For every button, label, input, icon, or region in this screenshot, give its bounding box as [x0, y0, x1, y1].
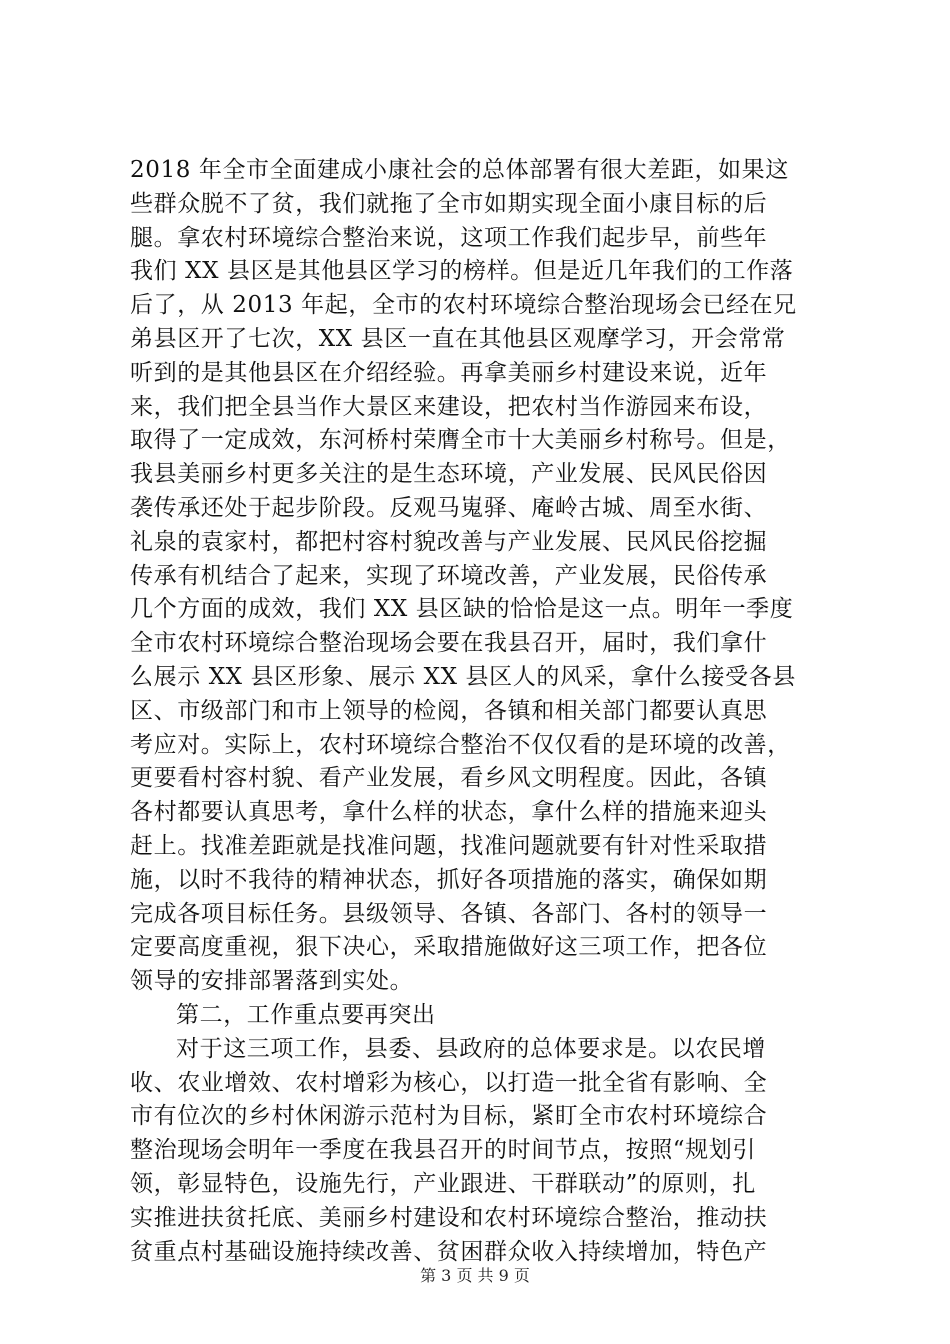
body-line: 完成各项目标任务。县级领导、各镇、各部门、各村的领导一 — [130, 900, 768, 927]
body-line: 腿。拿农村环境综合整治来说，这项工作我们起步早，前些年 — [130, 224, 768, 251]
paragraph2-line: 对于这三项工作，县委、县政府的总体要求是。以农民增 — [176, 1035, 766, 1062]
paragraph2-line: 领，彰显特色，设施先行，产业跟进、干群联动”的原则，扎 — [130, 1170, 756, 1197]
body-line: 几个方面的成效，我们 XX 县区缺的恰恰是这一点。明年一季度 — [130, 596, 794, 623]
body-line: 么展示 XX 县区形象、展示 XX 县区人的风采，拿什么接受各县 — [130, 663, 796, 690]
body-line: 我们 XX 县区是其他县区学习的榜样。但是近几年我们的工作落 — [130, 258, 794, 285]
body-line: 袭传承还处于起步阶段。反观马嵬驿、庵岭古城、周至水街、 — [130, 494, 768, 521]
body-line: 听到的是其他县区在介绍经验。再拿美丽乡村建设来说，近年 — [130, 359, 768, 386]
body-line: 来，我们把全县当作大景区来建设，把农村当作游园来布设， — [130, 393, 768, 420]
body-line: 取得了一定成效，东河桥村荣膺全市十大美丽乡村称号。但是， — [130, 427, 791, 454]
body-line: 施，以时不我待的精神状态，抓好各项措施的落实，确保如期 — [130, 866, 768, 893]
body-line: 2018 年全市全面建成小康社会的总体部署有很大差距，如果这 — [130, 157, 789, 183]
paragraph2-line: 收、农业增效、农村增彩为核心，以打造一批全省有影响、全 — [130, 1069, 768, 1096]
body-line: 弟县区开了七次，XX 县区一直在其他县区观摩学习，开会常常 — [130, 325, 786, 352]
paragraph2-line: 贫重点村基础设施持续改善、贫困群众收入持续增加，特色产 — [130, 1238, 768, 1265]
body-line: 些群众脱不了贫，我们就拖了全市如期实现全面小康目标的后 — [130, 190, 768, 217]
body-line: 传承有机结合了起来，实现了环境改善，产业发展，民俗传承 — [130, 562, 768, 589]
paragraph2-line: 实推进扶贫托底、美丽乡村建设和农村环境综合整治，推动扶 — [130, 1204, 768, 1231]
body-line: 区、市级部门和市上领导的检阅，各镇和相关部门都要认真思 — [130, 697, 768, 724]
page-footer — [0, 1266, 950, 1286]
body-line: 礼泉的袁家村，都把村容村貌改善与产业发展、民风民俗挖掘 — [130, 528, 768, 555]
body-line: 全市农村环境综合整治现场会要在我县召开，届时，我们拿什 — [130, 630, 768, 657]
body-line: 领导的安排部署落到实处。 — [130, 968, 414, 995]
document-body — [130, 154, 830, 1269]
body-line: 赶上。找准差距就是找准问题，找准问题就要有针对性采取措 — [130, 832, 768, 859]
body-line: 我县美丽乡村更多关注的是生态环境，产业发展、民风民俗因 — [130, 461, 768, 488]
page-number-label: 第 3 页 共 9 页 — [420, 1266, 530, 1285]
body-line: 定要高度重视，狠下决心，采取措施做好这三项工作，把各位 — [130, 934, 768, 961]
body-line: 考应对。实际上，农村环境综合整治不仅仅看的是环境的改善， — [130, 731, 791, 758]
body-line: 后了，从 2013 年起，全市的农村环境综合整治现场会已经在兄 — [130, 292, 797, 319]
body-line: 各村都要认真思考，拿什么样的状态，拿什么样的措施来迎头 — [130, 799, 768, 826]
body-line: 更要看村容村貌、看产业发展，看乡风文明程度。因此，各镇 — [130, 765, 768, 792]
paragraph2-line: 市有位次的乡村休闲游示范村为目标，紧盯全市农村环境综合 — [130, 1103, 768, 1130]
paragraph2-line: 整治现场会明年一季度在我县召开的时间节点，按照“规划引 — [130, 1137, 756, 1164]
section-heading: 第二，工作重点要再突出 — [176, 1001, 436, 1028]
